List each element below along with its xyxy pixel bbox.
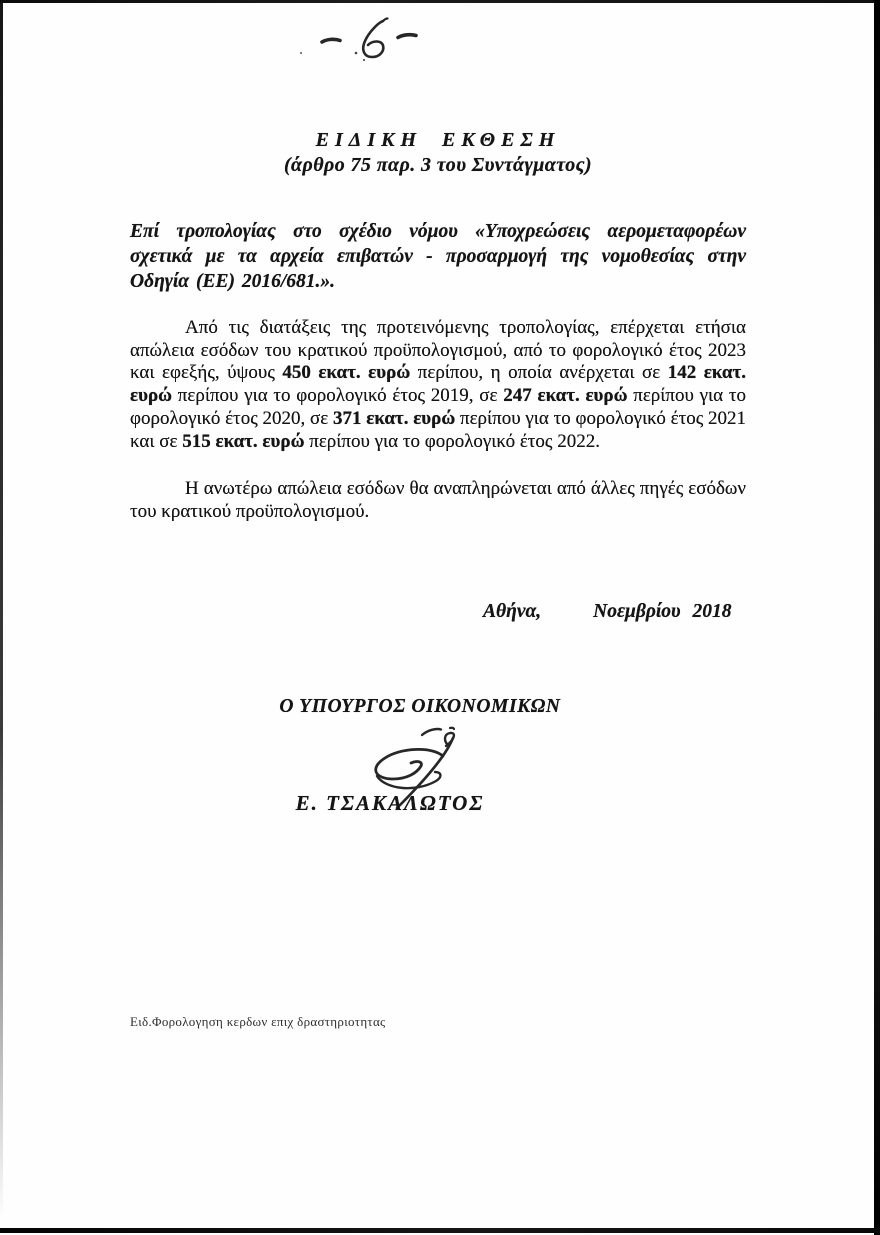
minister-name: Ε. ΤΣΑΚΑΛΩΤΟΣ [295,791,485,815]
title-block [0,128,876,177]
footer-note: Ειδ.Φορολογηση κερδων επιχ δραστηριοτητας [130,1014,386,1029]
handwritten-page-number [312,14,424,64]
date-line [483,601,731,623]
scan-edge-top [0,0,880,3]
closing-paragraph: Η ανωτέρω απώλεια εσόδων θα αναπληρώνεται από άλλες πηγές εσόδων του κρατικού προϋπολογισμού. [130,478,746,522]
minister-title: Ο ΥΠΟΥΡΓΟΣ ΟΙΚΟΝΟΜΙΚΩΝ [279,696,561,717]
fiscal-paragraph: Από τις διατάξεις της προτεινόμενης τροπολογίας, επέρχεται ετήσια απώλεια εσόδων του κρατικού προϋπολογισμού, από το φορολογικό έτος 2023 και εφεξής, ύψους 450 εκατ. ευρώ περίπου, η οποία ανέρχεται σε 142 εκατ. ευρώ περίπου για το φορολογικό έτος 2019, σε 247 εκατ. ευρώ περίπου για το φορολογικό έτος 2020, σε 371 εκατ. ευρώ περίπου για το φορολογικό έτος 2021 και σε 515 εκατ. ευρώ περίπου για το φορολογικό έτος 2022. [130,317,746,452]
scan-edge-bottom [0,1228,880,1233]
scan-edge-left [0,0,3,1218]
date-label: Νοεμβρίου 2018 [593,601,732,622]
scan-edge-right [874,0,880,1235]
page-subtitle: (άρθρο 75 παρ. 3 του Συντάγματος) [284,154,592,176]
place-label: Αθήνα, [483,601,542,622]
page-title: ΕΙΔΙΚΗ ΕΚΘΕΣΗ [315,129,561,151]
lead-paragraph: Επί τροπολογίας στο σχέδιο νόμου «Υποχρεώσεις αερομεταφορέων σχετικά με τα αρχεία επιβατών - προσαρμογή της νομοθεσίας στην Οδηγία (ΕΕ) 2016/681.». [130,221,746,292]
scan-speck [300,52,302,54]
